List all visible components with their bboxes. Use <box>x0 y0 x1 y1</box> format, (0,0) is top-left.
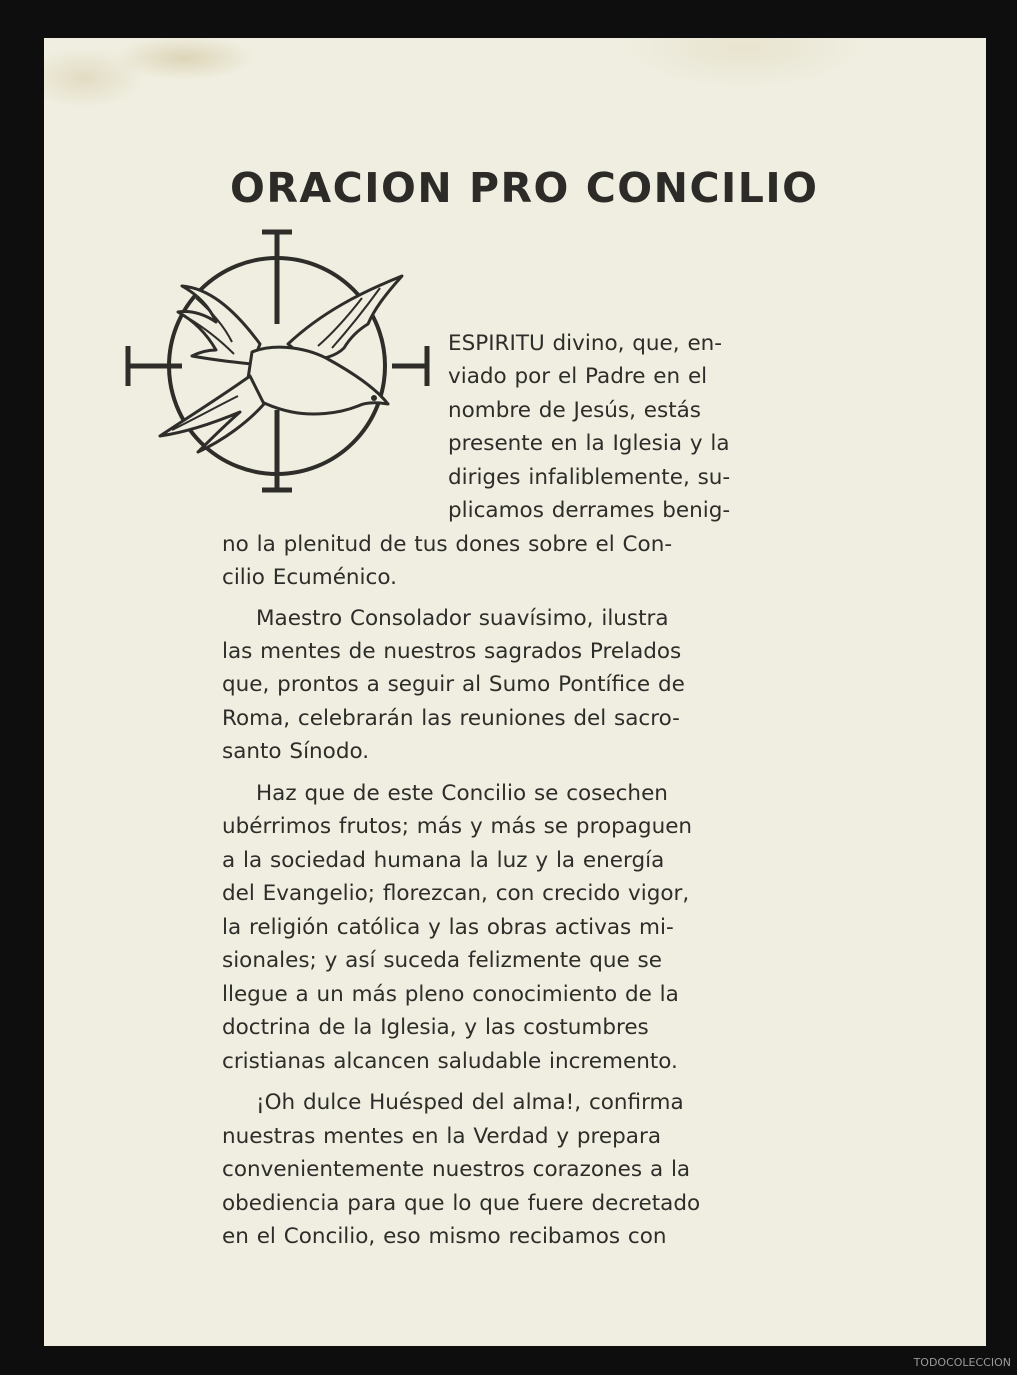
text-line: nuestras mentes en la Verdad y prepara <box>222 1124 661 1149</box>
text-line: cristianas alcancen saludable incremento. <box>222 1049 678 1074</box>
text-line: la religión católica y las obras activas mi- <box>222 915 674 940</box>
text-line: que, prontos a seguir al Sumo Pontífice de <box>222 672 685 697</box>
text-line: en el Concilio, eso mismo recibamos con <box>222 1224 667 1249</box>
text-line: del Evangelio; florezcan, con crecido vigor, <box>222 881 690 906</box>
dove-cross-emblem-icon <box>112 226 472 536</box>
text-line: obediencia para que lo que fuere decretado <box>222 1191 701 1216</box>
text-line: sionales; y así suceda felizmente que se <box>222 948 662 973</box>
page-title: ORACION PRO CONCILIO <box>230 164 819 212</box>
watermark: TODOCOLECCION <box>913 1356 1011 1369</box>
prayer-card <box>44 38 986 1346</box>
text-line: plicamos derrames benig- <box>448 498 731 523</box>
text-line: llegue a un más pleno conocimiento de la <box>222 982 679 1007</box>
text-line: a la sociedad humana la luz y la energía <box>222 848 665 873</box>
text-line: nombre de Jesús, estás <box>448 398 702 423</box>
text-line: ¡Oh dulce Huésped del alma!, confirma <box>256 1090 684 1115</box>
text-line: presente en la Iglesia y la <box>448 431 730 456</box>
text-line: cilio Ecuménico. <box>222 565 397 590</box>
text-line: convenientemente nuestros corazones a la <box>222 1157 691 1182</box>
text-line: ubérrimos frutos; más y más se propaguen <box>222 814 693 839</box>
text-line: santo Sínodo. <box>222 739 370 764</box>
text-line: Haz que de este Concilio se cosechen <box>256 781 668 806</box>
text-line: doctrina de la Iglesia, y las costumbres <box>222 1015 649 1040</box>
text-line: no la plenitud de tus dones sobre el Con- <box>222 532 673 557</box>
text-line: viado por el Padre en el <box>448 364 708 389</box>
text-line: diriges infaliblemente, su- <box>448 465 731 490</box>
text-line: Roma, celebrarán las reuniones del sacro- <box>222 706 680 731</box>
text-line: Maestro Consolador suavísimo, ilustra <box>256 606 669 631</box>
text-line: ESPIRITU divino, que, en- <box>448 331 723 356</box>
text-line: las mentes de nuestros sagrados Prelados <box>222 639 682 664</box>
